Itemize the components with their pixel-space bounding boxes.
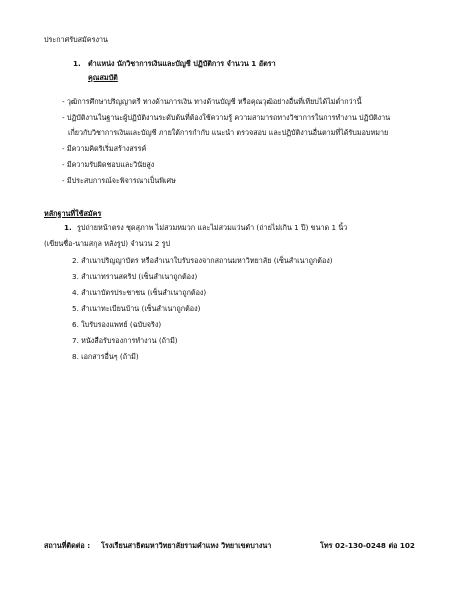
qualification-item: - มีความรับผิดชอบและวินัยสูง bbox=[62, 160, 155, 169]
qualification-item: - มีความคิดริเริ่มสร้างสรรค์ bbox=[62, 144, 147, 153]
evidence-item: 3. สำเนาทรานสคริป (เซ็นสำเนาถูกต้อง) bbox=[72, 272, 198, 281]
evidence-item-continuation: (เขียนชื่อ-นามสกุล หลังรูป) จำนวน 2 รูป bbox=[44, 239, 171, 248]
qualification-item: - มีประสบการณ์จะพิจารณาเป็นพิเศษ bbox=[62, 176, 176, 185]
evidence-item-number: 1. bbox=[64, 223, 72, 232]
evidence-item: 4. สำเนาบัตรประชาชน (เซ็นสำเนาถูกต้อง) bbox=[72, 288, 207, 297]
evidence-item: 8. เอกสารอื่นๆ (ถ้ามี) bbox=[72, 352, 139, 361]
contact-label: สถานที่ติดต่อ : bbox=[44, 541, 91, 550]
evidence-item: 5. สำเนาทะเบียนบ้าน (เซ็นสำเนาถูกต้อง) bbox=[72, 304, 201, 313]
qualifications-heading: คุณสมบัติ bbox=[88, 73, 118, 82]
qualification-item: - วุฒิการศึกษาปริญญาตรี ทางด้านการเงิน ทางด้านบัญชี หรือคุณวุฒิอย่างอื่นที่เทียบได้ไม่ต่ำกว่านี้ bbox=[62, 97, 362, 106]
evidence-item: 6. ใบรับรองแพทย์ (ฉบับจริง) bbox=[72, 320, 162, 329]
qualification-item: เกี่ยวกับวิชาการเงินและบัญชี ภายใต้การกำกับ แนะนำ ตรวจสอบ และปฏิบัติงานอื่นตามที่ได้รับมอบหมาย bbox=[68, 128, 389, 137]
qualification-item: - ปฏิบัติงานในฐานะผู้ปฏิบัติงานระดับต้นที่ต้องใช้ความรู้ ความสามารถทางวิชาการในการทำงาน ปฏิบัติงาน bbox=[62, 113, 391, 122]
evidence-item: รูปถ่ายหน้าตรง ชุดสุภาพ ไม่สวมหมวก และไม่สวมแว่นดำ (ถ่ายไม่เกิน 1 ปี) ขนาด 1 นิ้ว bbox=[77, 223, 348, 232]
evidence-item: 2. สำเนาปริญญาบัตร หรือสำเนาใบรับรองจากสถานมหาวิทยาลัย (เซ็นสำเนาถูกต้อง) bbox=[72, 256, 333, 265]
contact-phone: โทร 02-130-0248 ต่อ 102 bbox=[320, 541, 415, 550]
contact-place: โรงเรียนสาธิตมหาวิทยาลัยรามคำแหง วิทยาเขตบางนา bbox=[101, 541, 272, 550]
position-number: 1. bbox=[73, 59, 81, 68]
position-title: ตำแหน่ง นักวิชาการเงินและบัญชี ปฏิบัติการ จำนวน 1 อัตรา bbox=[88, 59, 276, 68]
evidence-heading: หลักฐานที่ใช้สมัคร bbox=[44, 209, 102, 218]
announcement-header: ประกาศรับสมัครงาน bbox=[44, 35, 108, 44]
evidence-item: 7. หนังสือรับรองการทำงาน (ถ้ามี) bbox=[72, 336, 178, 345]
